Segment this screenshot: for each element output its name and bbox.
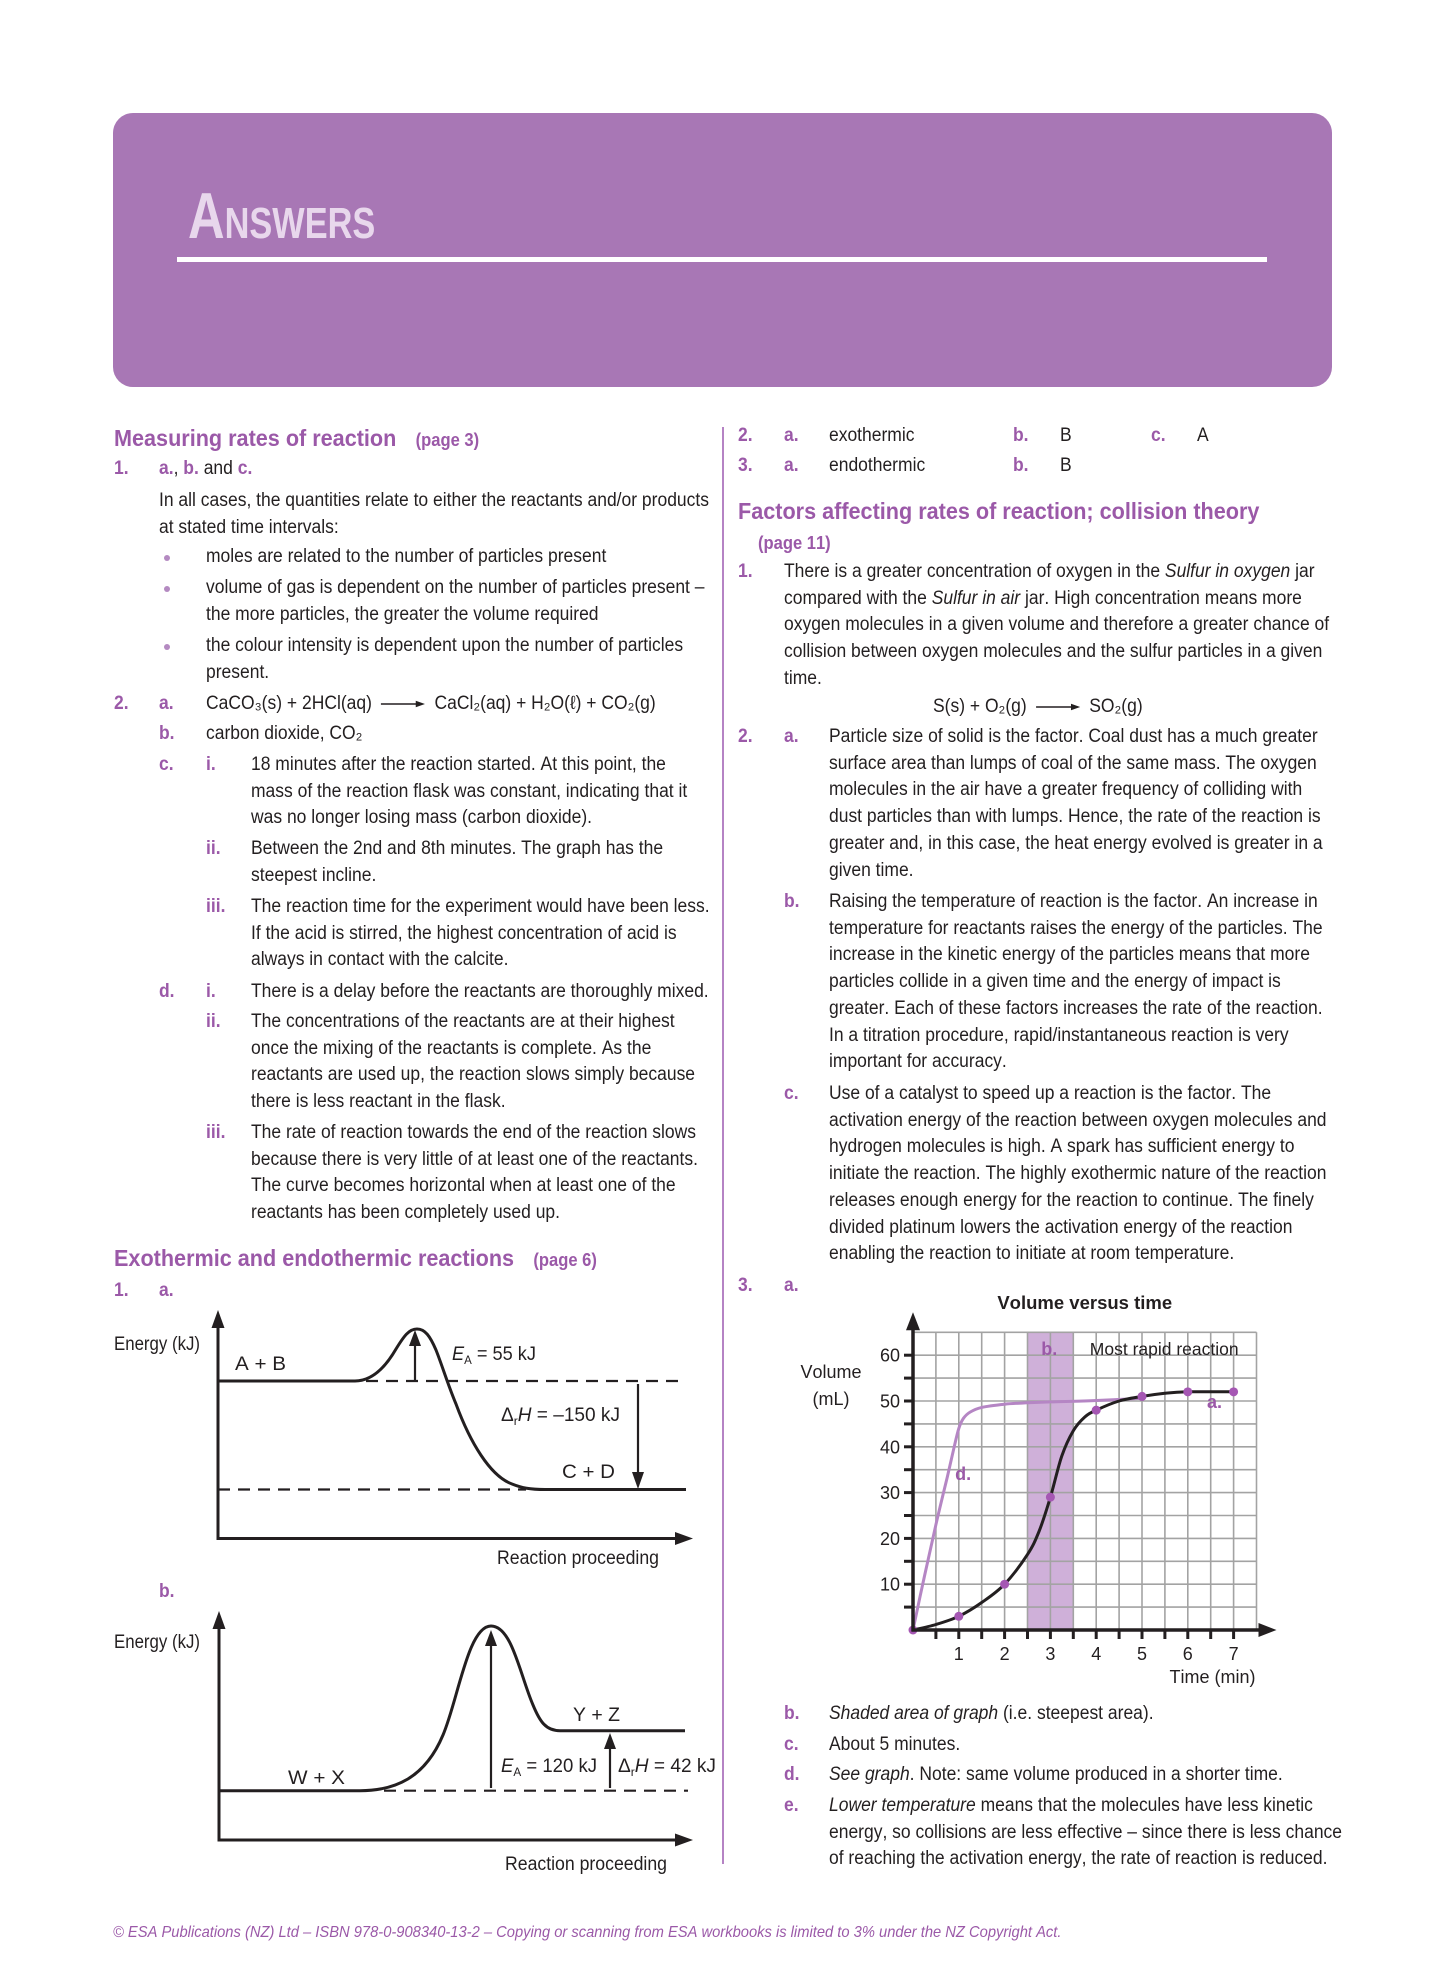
reaction-arrow-icon <box>1036 702 1080 712</box>
question-number: 2. <box>738 425 753 446</box>
part-label: b. <box>159 723 175 744</box>
part-label: d. <box>159 981 175 1002</box>
answer-text: B <box>1060 425 1072 446</box>
italic-segment: Sulfur in air <box>931 587 1021 609</box>
answer-text <box>829 1701 1154 1728</box>
y-tick-label: 50 <box>879 1391 900 1412</box>
text-segment: (i.e. steepest area). <box>998 1703 1154 1724</box>
chart-title: Volume versus time <box>997 1292 1173 1313</box>
x-axis-label: Reaction proceeding <box>497 1548 659 1569</box>
data-point <box>1138 1392 1147 1401</box>
x-tick-label: 4 <box>1091 1644 1102 1664</box>
answer-text: Use of a catalyst to speed up a reaction is the factor. The activation energy of the reaction between oxygen molecules and hydrogen molecules is high. A spark has sufficient energy to initiate the reaction. The highly exothermic nature of the reaction releases enough energy for the reaction to continue. The finely divided platinum lowers the activation energy of the reaction enabling the reaction to initiate at room temperature. <box>829 1083 1327 1265</box>
data-point <box>1183 1387 1192 1396</box>
enthalpy-change-label <box>501 1405 620 1428</box>
x-tick-label: 7 <box>1228 1644 1239 1664</box>
title-underline <box>177 257 1267 262</box>
y-tick-label: 10 <box>879 1574 900 1595</box>
annotation-part-label: b. <box>1041 1339 1058 1360</box>
bullet-text: moles are related to the number of particles present <box>206 546 607 567</box>
delta-symbol: Δ <box>618 1756 631 1777</box>
subpart-label: iii. <box>206 896 226 917</box>
delta-symbol: Δ <box>501 1405 514 1426</box>
y-axis-label: Volume <box>800 1362 862 1382</box>
annotation-part-label: d. <box>955 1463 972 1484</box>
equation-reactants: S(s) + O₂(g) <box>933 696 1027 717</box>
question-number: 1. <box>738 561 753 582</box>
italic-segment: Shaded area of graph <box>829 1703 999 1724</box>
annotation-part-label: a. <box>1207 1391 1223 1412</box>
text-segment: jar compared with the <box>784 561 1315 609</box>
answers-banner <box>113 113 1332 387</box>
ea-value: = 55 kJ <box>471 1344 539 1365</box>
bullet-text: the colour intensity is dependent upon the number of particles present. <box>206 635 684 683</box>
answer-text: In all cases, the quantities relate to either the reactants and/or products at stated time intervals: <box>159 490 709 538</box>
subpart-label: ii. <box>206 1011 221 1032</box>
data-point <box>1046 1493 1055 1502</box>
conjunction: and <box>203 458 233 479</box>
section-title: Factors affecting rates of reaction; collision theory <box>738 498 1260 524</box>
x-tick-label: 6 <box>1182 1644 1193 1664</box>
enthalpy-change-label <box>618 1756 716 1779</box>
activation-energy-label <box>501 1756 597 1779</box>
part-label: a. <box>159 1280 174 1301</box>
y-axis-label: Energy (kJ) <box>114 1632 200 1653</box>
y-axis-arrowhead <box>213 1611 226 1629</box>
question-number: 3. <box>738 455 753 476</box>
dh-subscript: r <box>630 1765 635 1779</box>
bullet-icon <box>164 644 170 650</box>
reactants-label: A + B <box>235 1354 286 1375</box>
answer-text: 18 minutes after the reaction started. At this point, the mass of the reaction flask was constant, indicating that it was no longer losing mass (carbon dioxide). <box>251 754 688 829</box>
exothermic-energy-diagram <box>100 1300 720 1580</box>
y-axis-label: Energy (kJ) <box>114 1334 200 1355</box>
part-label: b. <box>183 458 199 479</box>
page-reference: (page 11) <box>758 533 831 553</box>
column-divider <box>722 427 724 1864</box>
part-label: d. <box>784 1764 800 1785</box>
part-label: c. <box>237 458 253 479</box>
x-tick-label: 5 <box>1136 1644 1148 1664</box>
answer-text: B <box>1060 455 1072 476</box>
x-axis-label: Time (min) <box>1169 1667 1256 1687</box>
section-title: Exothermic and endothermic reactions <box>114 1245 515 1271</box>
answer-text: Between the 2nd and 8th minutes. The graph has the steepest incline. <box>251 838 664 886</box>
subpart-label: ii. <box>206 838 221 859</box>
part-label: c. <box>159 754 174 775</box>
copyright-footer: © ESA Publications (NZ) Ltd – ISBN 978-0-908340-13-2 – Copying or scanning from ESA workbooks is limited to 3% under the NZ Copyright Act. <box>113 1924 1062 1941</box>
text-segment: jar. High concentration means more oxygen molecules in a given volume and therefore a greater chance of collision between oxygen molecules and the sulfur particles in a given time. <box>784 587 1330 689</box>
answer-text: endothermic <box>829 455 926 476</box>
equation-reactants: CaCO₃(s) + 2HCl(aq) <box>206 693 372 714</box>
part-label: b. <box>1013 455 1029 476</box>
reaction-arrow-icon <box>381 699 425 709</box>
part-label: c. <box>1151 425 1166 446</box>
enthalpy-change-arrow <box>604 1733 616 1788</box>
chemical-equation <box>206 691 656 718</box>
products-label: C + D <box>562 1462 615 1483</box>
x-tick-label: 1 <box>953 1644 964 1664</box>
answer-text: The reaction time for the experiment would have been less. If the acid is stirred, the highest concentration of acid is always in contact with the calcite. <box>251 896 710 971</box>
dh-value: = 42 kJ <box>648 1756 716 1777</box>
ea-subscript: A <box>513 1765 522 1779</box>
data-point <box>1000 1580 1009 1589</box>
italic-segment: Lower temperature <box>829 1795 976 1816</box>
part-label: c. <box>784 1734 799 1755</box>
part-label: a. <box>159 693 174 714</box>
subpart-label: i. <box>206 981 216 1002</box>
dh-symbol: H <box>634 1756 649 1777</box>
data-point <box>954 1612 963 1621</box>
activation-energy-arrow <box>409 1330 421 1381</box>
answer-text: The rate of reaction towards the end of the reaction slows because there is very little of at least one of the reactants. The curve becomes horizontal when at least one of the reactants has been completely used up. <box>251 1122 698 1224</box>
ea-value: = 120 kJ <box>521 1756 599 1777</box>
answer-text: A <box>1197 425 1209 446</box>
answer-text: exothermic <box>829 425 915 446</box>
part-label: a. <box>784 726 799 747</box>
section-heading-factors <box>738 496 1259 526</box>
answer-text: The concentrations of the reactants are at their highest once the mixing of the reactants is complete. As the reactants are used up, the reaction slows simply because there is less reactant in the flask. <box>251 1011 696 1113</box>
part-label: b. <box>159 1581 175 1602</box>
subpart-label: i. <box>206 754 216 775</box>
question-number: 1. <box>114 1280 129 1301</box>
section-title: Measuring rates of reaction <box>114 425 397 451</box>
arrow-head <box>416 701 425 707</box>
data-point <box>1092 1406 1101 1415</box>
y-tick-label: 40 <box>879 1437 900 1458</box>
x-axis-arrowhead <box>675 1532 693 1545</box>
arrow-up-icon <box>604 1733 616 1749</box>
x-axis-arrowhead <box>1259 1623 1277 1637</box>
chemical-equation <box>933 694 1143 721</box>
page-title-rest: NSWERS <box>224 199 376 248</box>
y-tick-label: 20 <box>879 1528 900 1549</box>
activation-energy-arrow <box>485 1630 497 1788</box>
bullet-icon <box>164 555 170 561</box>
enthalpy-change-arrow <box>632 1384 644 1489</box>
part-label: a. <box>784 1275 799 1296</box>
y-axis-arrowhead <box>212 1310 225 1328</box>
section-heading-exothermic-endothermic <box>114 1243 597 1275</box>
separator: , <box>173 458 179 479</box>
arrow-down-icon <box>632 1472 644 1489</box>
page-reference: (page 6) <box>533 1250 597 1270</box>
y-axis-label-unit: (mL) <box>812 1389 850 1409</box>
x-tick-label: 2 <box>999 1644 1010 1664</box>
text-segment: There is a greater concentration of oxygen in the <box>784 561 1165 582</box>
subpart-label: iii. <box>206 1122 226 1143</box>
answer-text: Raising the temperature of reaction is the factor. An increase in temperature for reactants raises the energy of the particles. The increase in the kinetic energy of the particles means that more particles collide in a given time and the energy of impact is greater. Each of these factors increases the rate of the reaction. In a titration procedure, rapid/instantaneous reaction is very important for accuracy. <box>829 891 1323 1073</box>
products-label: Y + Z <box>573 1705 621 1726</box>
answer-text <box>784 559 1339 693</box>
answer-text: carbon dioxide, CO₂ <box>206 723 363 744</box>
equation-products: CaCl₂(aq) + H₂O(ℓ) + CO₂(g) <box>434 693 656 714</box>
ea-symbol: E <box>501 1756 514 1777</box>
part-label: a. <box>784 455 799 476</box>
volume-versus-time-chart <box>790 1290 1320 1700</box>
part-label: e. <box>784 1795 799 1816</box>
annotation-note: Most rapid reaction <box>1089 1339 1239 1360</box>
answer-text <box>829 1762 1283 1789</box>
text-segment: . Note: same volume produced in a shorter time. <box>909 1764 1283 1785</box>
section-heading-measuring-rates <box>114 423 479 455</box>
endothermic-energy-diagram <box>100 1595 720 1885</box>
dh-value: = –150 kJ <box>531 1405 620 1426</box>
y-axis-arrowhead <box>906 1312 920 1330</box>
y-tick-label: 60 <box>879 1345 900 1366</box>
x-axis-label: Reaction proceeding <box>505 1854 667 1875</box>
bullet-text: volume of gas is dependent on the number of particles present – the more particles, the greater the volume required <box>206 577 705 625</box>
x-tick-label: 3 <box>1045 1644 1056 1664</box>
italic-segment: See graph <box>829 1764 910 1785</box>
part-label: c. <box>784 1083 799 1104</box>
page-title-initial: A <box>188 179 225 252</box>
equation-products: SO₂(g) <box>1089 696 1143 717</box>
activation-energy-label <box>452 1344 539 1367</box>
part-label: b. <box>784 891 800 912</box>
question-number: 2. <box>114 693 129 714</box>
y-tick-label: 30 <box>879 1483 900 1504</box>
page-title <box>188 179 376 256</box>
answer-text: There is a delay before the reactants are thoroughly mixed. <box>251 981 709 1002</box>
text-segment: means that the molecules have less kinetic energy, so collisions are less effective – since there is less chance of reaching the activation energy, the rate of reaction is reduced. <box>829 1795 1343 1870</box>
dh-subscript: r <box>513 1414 518 1428</box>
part-label: a. <box>159 458 174 479</box>
ea-symbol: E <box>452 1344 465 1365</box>
answer-text: Particle size of solid is the factor. Coal dust has a much greater surface area than lumps of coal of the same mass. The oxygen molecules in the air have a greater frequency of colliding with dust particles than with lumps. Hence, the rate of the reaction is greater and, in this case, the heat energy evolved is greater in a given time. <box>829 726 1323 881</box>
data-point <box>1229 1387 1238 1396</box>
ea-subscript: A <box>464 1353 473 1367</box>
arrow-head <box>1071 704 1080 710</box>
question-number: 1. <box>114 458 129 479</box>
bullet-icon <box>164 586 170 592</box>
part-label: b. <box>784 1703 800 1724</box>
italic-segment: Sulfur in oxygen <box>1164 561 1291 582</box>
part-label: b. <box>1013 425 1029 446</box>
dh-symbol: H <box>517 1405 532 1426</box>
question-number: 2. <box>738 726 753 747</box>
answer-text: About 5 minutes. <box>829 1734 961 1755</box>
reactants-label: W + X <box>288 1768 346 1789</box>
x-axis-arrowhead <box>675 1834 693 1847</box>
answer-text <box>829 1793 1349 1873</box>
question-number: 3. <box>738 1275 753 1296</box>
part-label: a. <box>784 425 799 446</box>
page-reference: (page 3) <box>415 430 480 450</box>
arrow-up-icon <box>485 1630 497 1646</box>
question-parts <box>159 456 252 483</box>
